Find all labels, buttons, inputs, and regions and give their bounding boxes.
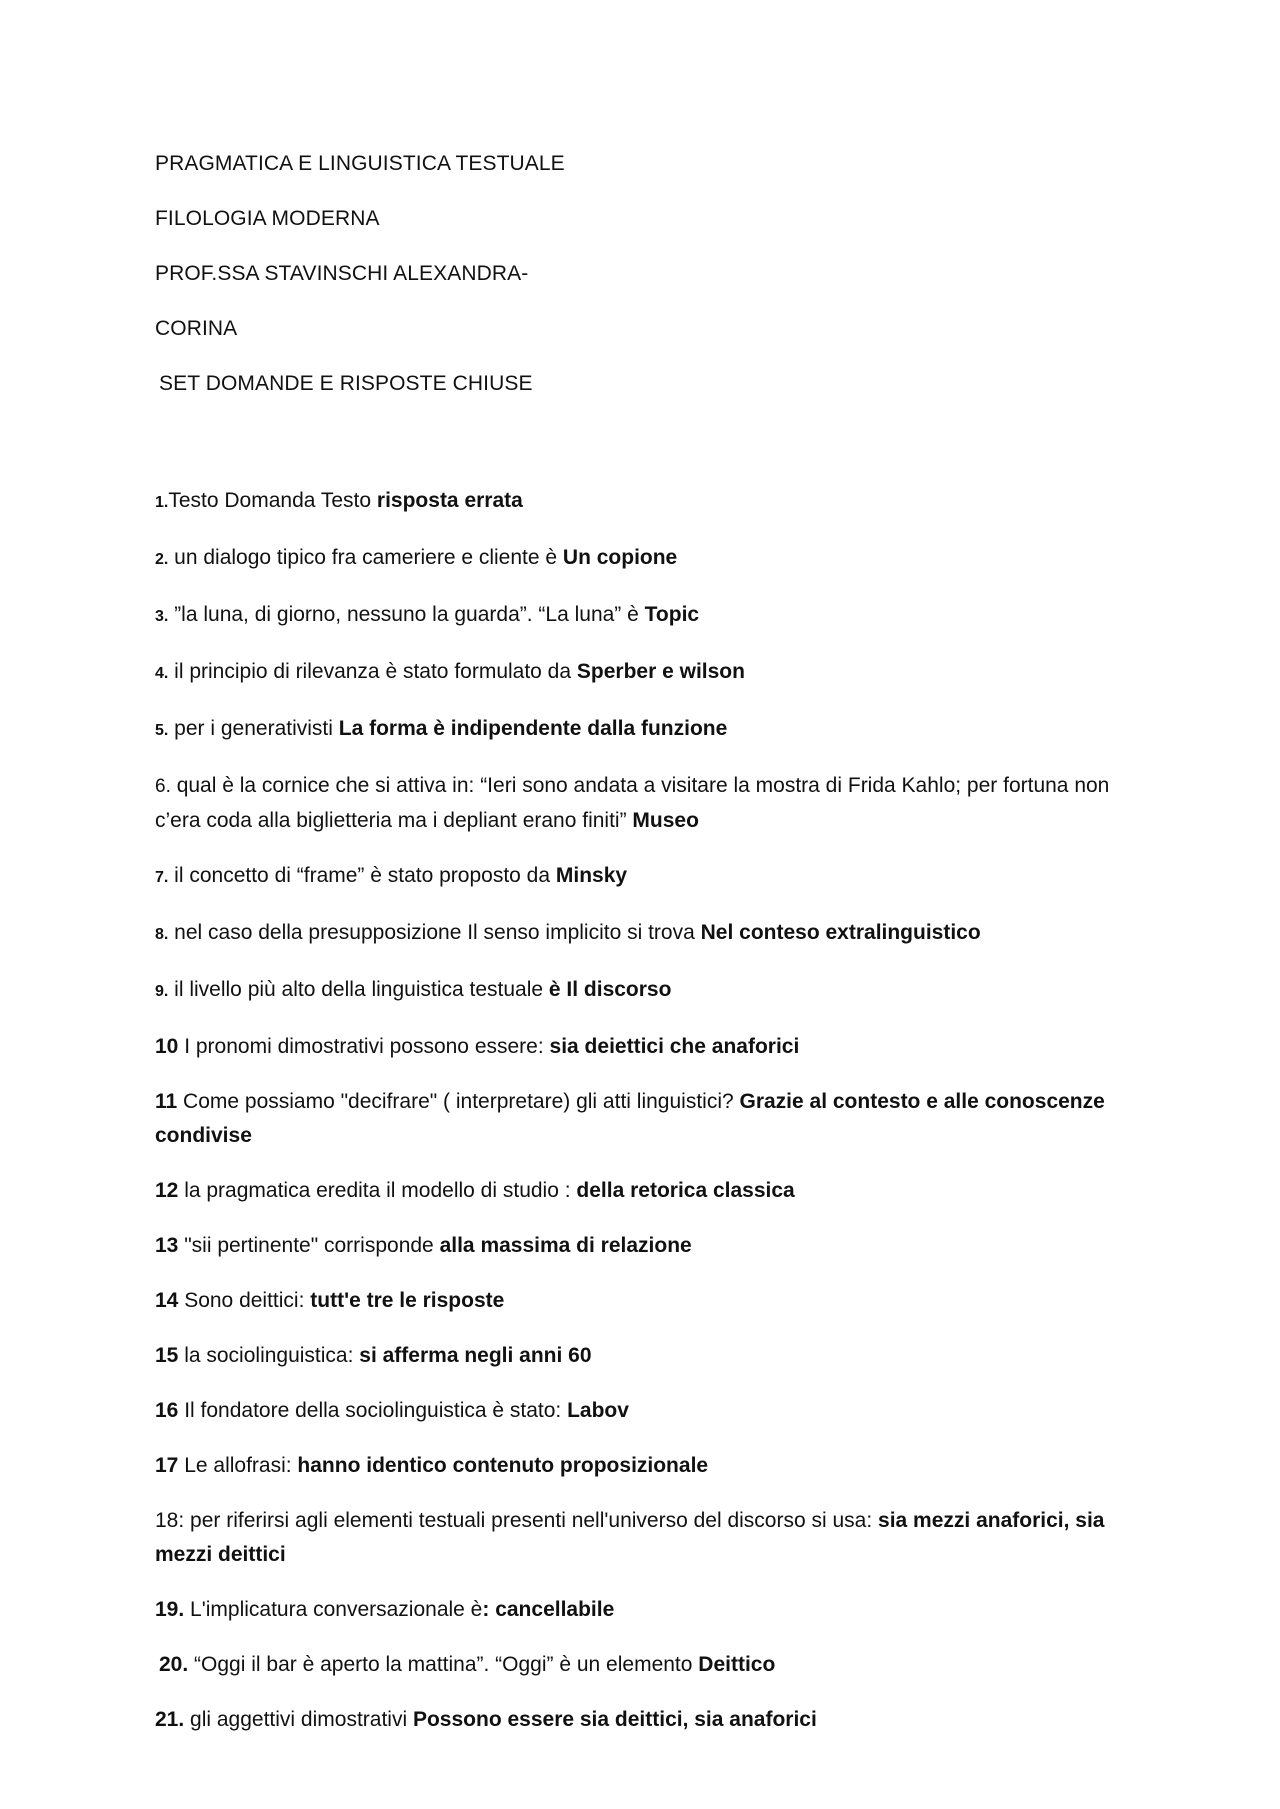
answer-text: risposta errata <box>376 489 523 512</box>
answer-text: Nel conteso extralinguistico <box>700 921 981 944</box>
question-text: per riferirsi agli elementi testuali presenti nell'universo del discorso si usa: <box>184 1509 879 1532</box>
question-item <box>155 1229 1135 1263</box>
answer-text: si afferma negli anni 60 <box>359 1344 592 1367</box>
question-text: L'implicatura conversazionale è <box>184 1598 483 1621</box>
question-text: nel caso della presupposizione Il senso implicito si trova <box>168 921 701 944</box>
answer-text: Topic <box>644 603 700 626</box>
course-title: PRAGMATICA E LINGUISTICA TESTUALE <box>155 152 565 175</box>
question-number: 13 <box>155 1234 179 1257</box>
question-item <box>155 1648 1135 1682</box>
question-item <box>155 859 1135 895</box>
answer-text: sia deiettici che anaforici <box>549 1035 800 1058</box>
question-item <box>155 1339 1135 1373</box>
question-text: “Oggi il bar è aperto la mattina”. “Oggi” è un elemento <box>188 1653 699 1676</box>
question-text: la pragmatica eredita il modello di studio : <box>178 1179 577 1202</box>
question-item <box>155 1449 1135 1483</box>
question-item <box>155 769 1135 838</box>
question-text: ”la luna, di giorno, nessuno la guarda”. “La luna” è <box>168 603 645 626</box>
answer-text: è Il discorso <box>548 978 672 1001</box>
question-text: il principio di rilevanza è stato formulato da <box>168 660 577 683</box>
degree-name: FILOLOGIA MODERNA <box>155 207 380 230</box>
question-text: Testo Domanda Testo <box>168 489 377 512</box>
answer-text: Minsky <box>555 864 628 887</box>
question-item <box>155 655 1135 691</box>
question-item <box>155 484 1135 520</box>
question-text: per i generativisti <box>168 717 339 740</box>
question-number: 16 <box>155 1399 179 1422</box>
question-number: 18: <box>155 1509 185 1532</box>
answer-text: La forma è indipendente dalla funzione <box>338 717 728 740</box>
question-text: un dialogo tipico fra cameriere e cliente è <box>168 546 563 569</box>
question-number: 1. <box>155 494 169 511</box>
question-text: "sii pertinente" corrisponde <box>178 1234 440 1257</box>
question-text: gli aggettivi dimostrativi <box>184 1708 413 1731</box>
question-number: 10 <box>155 1035 179 1058</box>
answer-text: Labov <box>567 1399 629 1422</box>
answer-text: sia mezzi anaforici, sia mezzi deittici <box>155 1509 1105 1566</box>
answer-text: Deittico <box>698 1653 776 1676</box>
question-item <box>155 712 1135 748</box>
question-text: la sociolinguistica: <box>178 1344 360 1367</box>
question-number: 4. <box>155 665 169 682</box>
question-number: 3. <box>155 608 169 625</box>
question-number: 11 <box>155 1090 178 1113</box>
document-subtitle: SET DOMANDE E RISPOSTE CHIUSE <box>159 372 533 395</box>
answer-text: Possono essere sia deittici, sia anaforici <box>412 1708 817 1731</box>
question-item <box>155 973 1135 1009</box>
question-item <box>155 1030 1135 1064</box>
answer-text: tutt'e tre le risposte <box>310 1289 505 1312</box>
answer-text: Sperber e wilson <box>576 660 745 683</box>
question-number: 9. <box>155 983 169 1000</box>
answer-text: Un copione <box>562 546 678 569</box>
answer-text: alla massima di relazione <box>439 1234 692 1257</box>
question-number: 15 <box>155 1344 179 1367</box>
question-number: 21. <box>155 1708 185 1731</box>
question-number: 17 <box>155 1454 179 1477</box>
question-item <box>155 1174 1135 1208</box>
question-item <box>155 1703 1135 1737</box>
question-number: 12 <box>155 1179 179 1202</box>
answer-text: : cancellabile <box>482 1598 615 1621</box>
answer-text: hanno identico contenuto proposizionale <box>297 1454 709 1477</box>
question-item <box>155 1504 1135 1572</box>
question-number: 6. <box>155 776 171 797</box>
question-number: 8. <box>155 926 169 943</box>
question-text: Come possiamo "decifrare" ( interpretare) gli atti linguistici? <box>177 1090 740 1113</box>
answer-text: Museo <box>632 809 699 832</box>
question-text: I pronomi dimostrativi possono essere: <box>178 1035 550 1058</box>
professor-name-line2: CORINA <box>155 317 238 340</box>
question-item <box>155 1085 1135 1153</box>
answer-text: Grazie al contesto e alle conoscenze condivise <box>155 1090 1105 1147</box>
question-item <box>155 1593 1135 1627</box>
question-number: 5. <box>155 722 169 739</box>
question-number: 7. <box>155 869 169 886</box>
question-text: il concetto di “frame” è stato proposto da <box>168 864 556 887</box>
professor-name-line1: PROF.SSA STAVINSCHI ALEXANDRA- <box>155 262 529 285</box>
question-number: 2. <box>155 551 169 568</box>
question-text: Il fondatore della sociolinguistica è stato: <box>178 1399 568 1422</box>
document-header <box>155 150 1155 425</box>
question-item <box>155 541 1135 577</box>
question-item <box>155 916 1135 952</box>
question-number: 14 <box>155 1289 179 1312</box>
question-text: il livello più alto della linguistica testuale <box>168 978 549 1001</box>
question-text: qual è la cornice che si attiva in: “Ieri sono andata a visitare la mostra di Frida Kahlo; per fortuna non c’era coda alla biglietteria ma i depliant erano finiti” <box>155 774 1110 832</box>
question-text: Le allofrasi: <box>178 1454 298 1477</box>
question-text: Sono deittici: <box>178 1289 311 1312</box>
question-number: 20. <box>159 1653 189 1676</box>
question-list <box>155 484 1135 1758</box>
question-item <box>155 598 1135 634</box>
question-item <box>155 1394 1135 1428</box>
question-number: 19. <box>155 1598 185 1621</box>
question-item <box>155 1284 1135 1318</box>
answer-text: della retorica classica <box>576 1179 795 1202</box>
